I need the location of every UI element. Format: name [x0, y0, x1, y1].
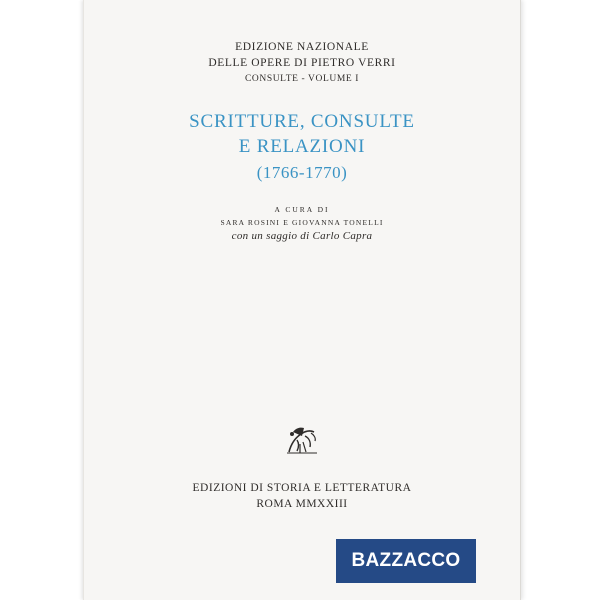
book-cover — [83, 0, 521, 600]
book-title-line-2: E RELAZIONI — [238, 136, 366, 157]
brand-badge[interactable]: BAZZACCO — [336, 539, 476, 583]
editor-names: SARA ROSINI E GIOVANNA TONELLI — [220, 218, 384, 227]
publisher-place-year: ROMA MMXXIII — [256, 498, 348, 510]
series-volume: CONSULTE - VOLUME I — [244, 74, 360, 84]
book-title-line-1: SCRITTURE, CONSULTE — [189, 111, 415, 132]
editor-label: A CURA DI — [274, 205, 330, 214]
essay-credit: con un saggio di Carlo Capra — [231, 230, 373, 242]
series-line-2: DELLE OPERE DI PIETRO VERRI — [208, 57, 396, 69]
book-title-years: (1766-1770) — [256, 163, 348, 182]
publisher-emblem-icon — [283, 422, 321, 458]
series-line-1: EDIZIONE NAZIONALE — [235, 41, 369, 53]
publisher-name: EDIZIONI DI STORIA E LETTERATURA — [192, 482, 412, 494]
